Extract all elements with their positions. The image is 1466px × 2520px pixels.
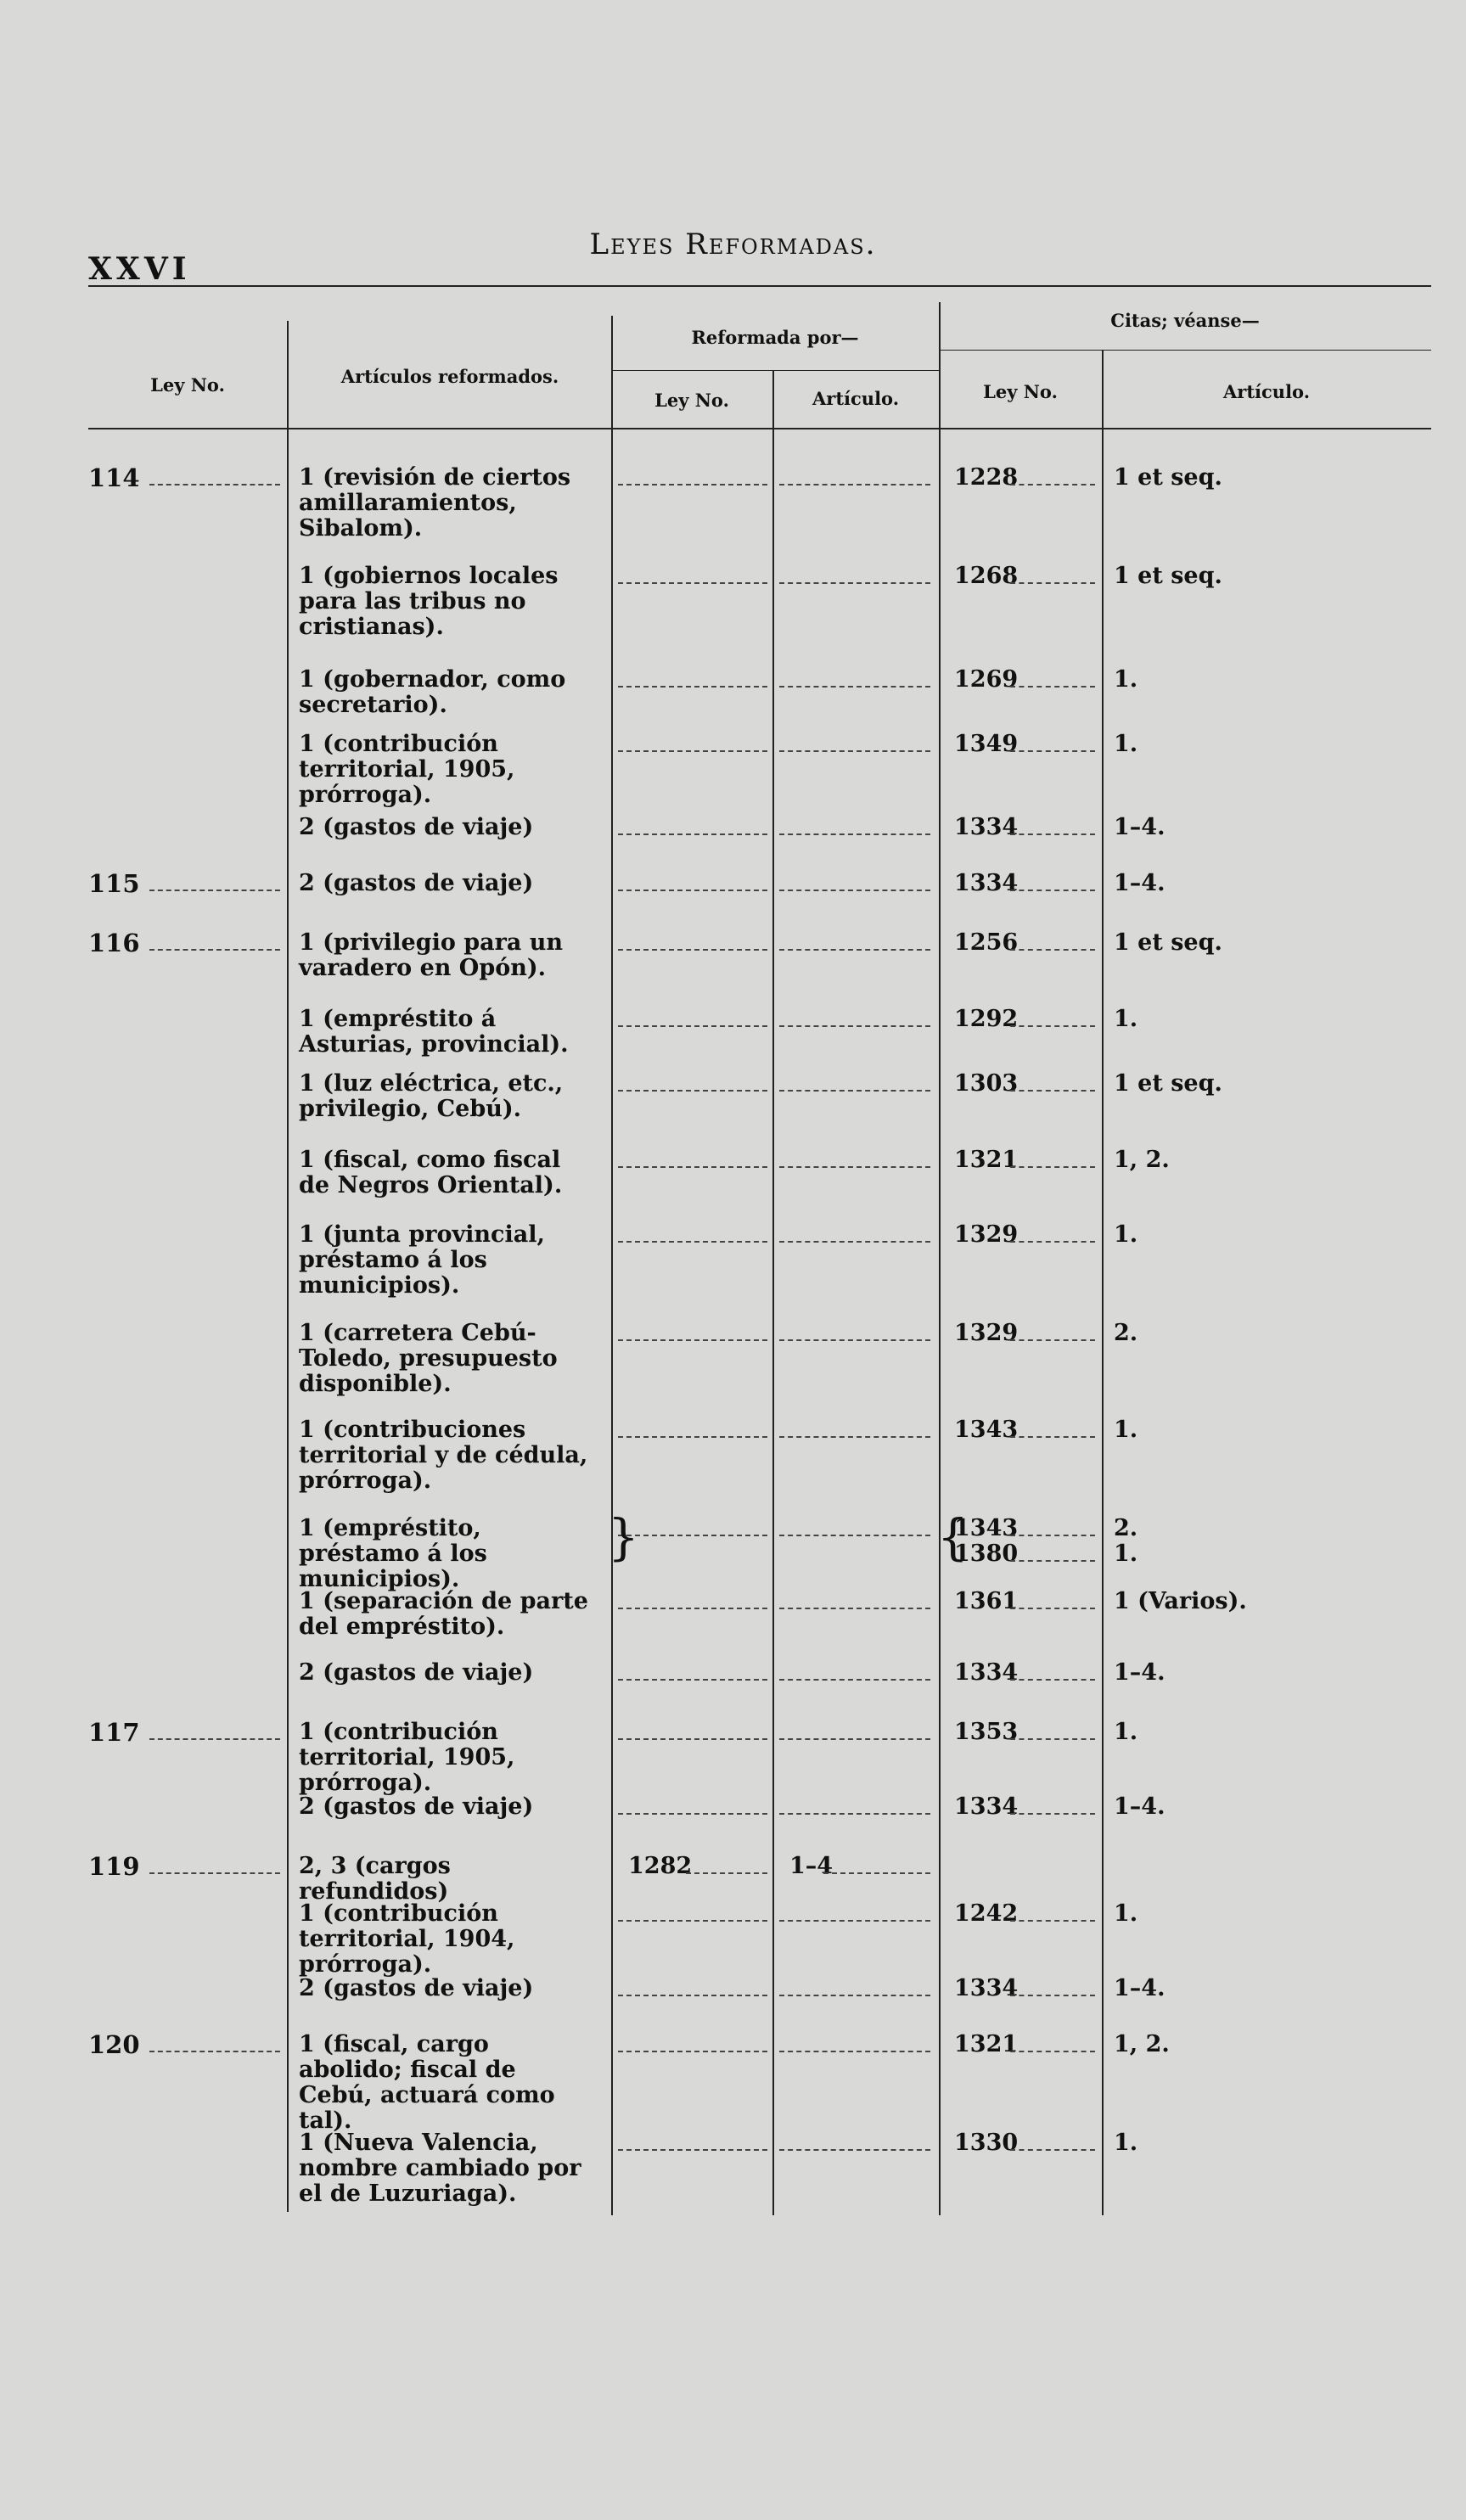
- row-cita-articulo: 1, 2.: [1114, 1147, 1170, 1173]
- row-articulo: 2 (gastos de viaje): [299, 1793, 534, 1820]
- leader-dots: [779, 1241, 930, 1243]
- row-cita-articulo: 1–4.: [1114, 814, 1165, 840]
- header-citas-ley-no: Ley No.: [983, 381, 1058, 402]
- leader-dots: [1010, 686, 1095, 688]
- leader-dots: [618, 1535, 767, 1536]
- leader-dots: [779, 1679, 930, 1681]
- row-cita-articulo: 1–4.: [1114, 870, 1165, 896]
- row-articulo: 1 (revisión de ciertos amillaramientos, Sibalom).: [299, 464, 571, 542]
- leader-dots: [1010, 1436, 1095, 1438]
- leader-dots: [1010, 484, 1095, 485]
- leader-dots: [779, 1436, 930, 1438]
- row-ley-no: 116: [88, 929, 140, 957]
- row-articulo: 1 (contribuciones territorial y de cédula, prórroga).: [299, 1417, 588, 1494]
- header-citas: Citas; véanse—: [1110, 310, 1260, 331]
- row-articulo: 2 (gastos de viaje): [299, 814, 534, 840]
- row-cita-ley: 1334: [954, 1975, 1019, 2001]
- row-articulo: 1 (gobernador, como secretario).: [299, 666, 566, 718]
- row-articulo: 1 (luz eléctrica, etc., privilegio, Cebú).: [299, 1070, 564, 1122]
- row-cita-articulo: 1–4.: [1114, 1793, 1165, 1820]
- leader-dots: [1010, 582, 1095, 584]
- leader-dots: [779, 949, 930, 951]
- row-articulo: 1 (contribución territorial, 1905, prórroga).: [299, 731, 515, 808]
- leader-dots: [618, 484, 767, 485]
- leader-dots: [779, 890, 930, 891]
- leader-dots: [618, 582, 767, 584]
- row-cita-ley: 1334: [954, 1793, 1019, 1820]
- row-cita-articulo: 1–4.: [1114, 1659, 1165, 1686]
- row-cita-articulo: 1, 2.: [1114, 2031, 1170, 2057]
- row-cita-ley: 1329: [954, 1320, 1019, 1346]
- row-cita-articulo: 1 et seq.: [1114, 1070, 1222, 1097]
- row-cita-ley: 1256: [954, 929, 1019, 956]
- row-cita-ley: 1361: [954, 1588, 1019, 1614]
- leader-dots: [149, 484, 280, 485]
- leader-dots: [618, 1608, 767, 1609]
- row-reformada-ley: 1282: [628, 1853, 693, 1879]
- leader-dots: [1010, 750, 1095, 752]
- row-cita-ley: 1292: [954, 1006, 1019, 1032]
- leader-dots: [149, 1738, 280, 1740]
- leader-dots: [779, 1025, 930, 1027]
- row-cita-ley: 1343: [954, 1515, 1019, 1541]
- grouping-brace: {: [937, 1508, 969, 1566]
- page-number: XXVI: [88, 251, 191, 287]
- header-rp-ley-no: Ley No.: [654, 390, 729, 411]
- row-articulo: 1 (empréstito á Asturias, provincial).: [299, 1006, 569, 1058]
- header-reformada-por: Reformada por—: [691, 327, 859, 348]
- row-cita-articulo: 1.: [1114, 1900, 1138, 1927]
- row-articulo: 1 (junta provincial, préstamo á los municipios).: [299, 1221, 545, 1299]
- leader-dots: [618, 1813, 767, 1815]
- row-articulo: 1 (carretera Cebú-Toledo, presupuesto disponible).: [299, 1320, 558, 1397]
- row-cita-articulo: 1.: [1114, 731, 1138, 757]
- leader-dots: [779, 686, 930, 688]
- leader-dots: [618, 1920, 767, 1922]
- header-rp-articulo: Artículo.: [812, 388, 900, 409]
- row-cita-ley: 1269: [954, 666, 1019, 693]
- leader-dots: [1010, 1560, 1095, 1562]
- leader-dots: [779, 1813, 930, 1815]
- leader-dots: [1010, 2051, 1095, 2052]
- row-cita-ley: 1349: [954, 731, 1019, 757]
- row-articulo: 1 (gobiernos locales para las tribus no cristianas).: [299, 563, 559, 640]
- row-cita-articulo: 1 (Varios).: [1114, 1588, 1247, 1614]
- leader-dots: [779, 750, 930, 752]
- row-articulo: 1 (fiscal, como fiscal de Negros Oriental).: [299, 1147, 563, 1198]
- leader-dots: [1010, 1920, 1095, 1922]
- row-cita-ley: 1334: [954, 870, 1019, 896]
- leader-dots: [618, 949, 767, 951]
- row-cita-articulo: 1.: [1114, 1719, 1138, 1745]
- leader-dots: [1010, 1339, 1095, 1341]
- leader-dots: [779, 1920, 930, 1922]
- leader-dots: [149, 949, 280, 951]
- leader-dots: [618, 1679, 767, 1681]
- leader-dots: [686, 1872, 767, 1874]
- leader-dots: [779, 1166, 930, 1168]
- row-cita-ley: 1228: [954, 464, 1019, 491]
- leader-dots: [1010, 1813, 1095, 1815]
- leader-dots: [1010, 2149, 1095, 2151]
- row-articulo: 2 (gastos de viaje): [299, 1659, 534, 1686]
- row-cita-articulo: 1.: [1114, 1417, 1138, 1443]
- row-reformada-articulo: 1–4: [789, 1853, 834, 1879]
- row-cita-articulo: 1.: [1114, 666, 1138, 693]
- leader-dots: [618, 890, 767, 891]
- row-cita-ley: 1330: [954, 2130, 1019, 2156]
- leader-dots: [1010, 1738, 1095, 1740]
- row-ley-no: 114: [88, 463, 140, 492]
- leader-dots: [618, 1995, 767, 1996]
- row-articulo: 1 (fiscal, cargo abolido; fiscal de Cebú, actuará como tal).: [299, 2031, 555, 2134]
- row-cita-ley: 1334: [954, 814, 1019, 840]
- row-cita-ley: 1321: [954, 2031, 1019, 2057]
- leader-dots: [618, 1241, 767, 1243]
- running-title: Leyes Reformadas.: [589, 227, 877, 261]
- row-cita-ley: 1321: [954, 1147, 1019, 1173]
- row-articulo: 1 (separación de parte del empréstito).: [299, 1588, 588, 1640]
- row-cita-ley: 1242: [954, 1900, 1019, 1927]
- row-ley-no: 120: [88, 2030, 140, 2059]
- leader-dots: [618, 1025, 767, 1027]
- leader-dots: [618, 686, 767, 688]
- row-cita-articulo: 2.: [1114, 1320, 1138, 1346]
- leader-dots: [618, 1166, 767, 1168]
- row-cita-articulo: 1.: [1114, 1541, 1138, 1567]
- row-cita-articulo: 1 et seq.: [1114, 464, 1222, 491]
- leader-dots: [779, 1339, 930, 1341]
- row-articulo: 1 (Nueva Valencia, nombre cambiado por el de Luzuriaga).: [299, 2130, 581, 2207]
- leader-dots: [779, 1738, 930, 1740]
- leader-dots: [149, 2051, 280, 2052]
- leader-dots: [618, 750, 767, 752]
- leader-dots: [779, 1090, 930, 1092]
- leader-dots: [779, 833, 930, 835]
- row-cita-ley: 1329: [954, 1221, 1019, 1248]
- row-cita-ley: 1334: [954, 1659, 1019, 1686]
- leader-dots: [1010, 1535, 1095, 1536]
- leader-dots: [618, 2051, 767, 2052]
- leader-dots: [618, 1339, 767, 1341]
- leader-dots: [1010, 1679, 1095, 1681]
- leader-dots: [149, 890, 280, 891]
- row-articulo: 1 (privilegio para un varadero en Opón).: [299, 929, 564, 981]
- leader-dots: [779, 1535, 930, 1536]
- row-cita-ley: 1380: [954, 1541, 1019, 1567]
- leader-dots: [823, 1872, 930, 1874]
- leader-dots: [149, 1872, 280, 1874]
- leader-dots: [779, 1608, 930, 1609]
- leader-dots: [1010, 1995, 1095, 1996]
- leader-dots: [1010, 1241, 1095, 1243]
- row-cita-articulo: 1 et seq.: [1114, 929, 1222, 956]
- row-ley-no: 115: [88, 869, 140, 898]
- leader-dots: [779, 484, 930, 485]
- row-ley-no: 117: [88, 1718, 140, 1747]
- header-articulos: Artículos reformados.: [340, 366, 559, 387]
- row-cita-articulo: 2.: [1114, 1515, 1138, 1541]
- header-ley-no: Ley No.: [150, 374, 225, 396]
- leader-dots: [779, 1995, 930, 1996]
- leader-dots: [618, 1436, 767, 1438]
- row-cita-articulo: 1.: [1114, 2130, 1138, 2156]
- leader-dots: [1010, 1166, 1095, 1168]
- row-cita-ley: 1268: [954, 563, 1019, 589]
- leader-dots: [779, 2149, 930, 2151]
- leader-dots: [1010, 949, 1095, 951]
- row-ley-no: 119: [88, 1852, 140, 1881]
- row-cita-ley: 1343: [954, 1417, 1019, 1443]
- leader-dots: [779, 582, 930, 584]
- row-cita-articulo: 1–4.: [1114, 1975, 1165, 2001]
- leader-dots: [618, 1090, 767, 1092]
- row-articulo: 2, 3 (cargos refundidos): [299, 1853, 451, 1905]
- row-cita-ley: 1303: [954, 1070, 1019, 1097]
- row-articulo: 2 (gastos de viaje): [299, 1975, 534, 2001]
- grouping-brace: }: [608, 1508, 639, 1566]
- row-articulo: 1 (empréstito, préstamo á los municipios).: [299, 1515, 487, 1592]
- leader-dots: [1010, 833, 1095, 835]
- leader-dots: [1010, 1025, 1095, 1027]
- row-articulo: 2 (gastos de viaje): [299, 870, 534, 896]
- leader-dots: [1010, 1090, 1095, 1092]
- leader-dots: [1010, 1608, 1095, 1609]
- row-cita-ley: 1353: [954, 1719, 1019, 1745]
- leader-dots: [1010, 890, 1095, 891]
- row-cita-articulo: 1.: [1114, 1006, 1138, 1032]
- header-citas-articulo: Artículo.: [1222, 381, 1311, 402]
- row-cita-articulo: 1.: [1114, 1221, 1138, 1248]
- row-cita-articulo: 1 et seq.: [1114, 563, 1222, 589]
- leader-dots: [618, 833, 767, 835]
- leader-dots: [779, 2051, 930, 2052]
- leader-dots: [618, 2149, 767, 2151]
- leader-dots: [618, 1738, 767, 1740]
- row-articulo: 1 (contribución territorial, 1904, prórroga).: [299, 1900, 515, 1978]
- row-articulo: 1 (contribución territorial, 1905, prórroga).: [299, 1719, 515, 1796]
